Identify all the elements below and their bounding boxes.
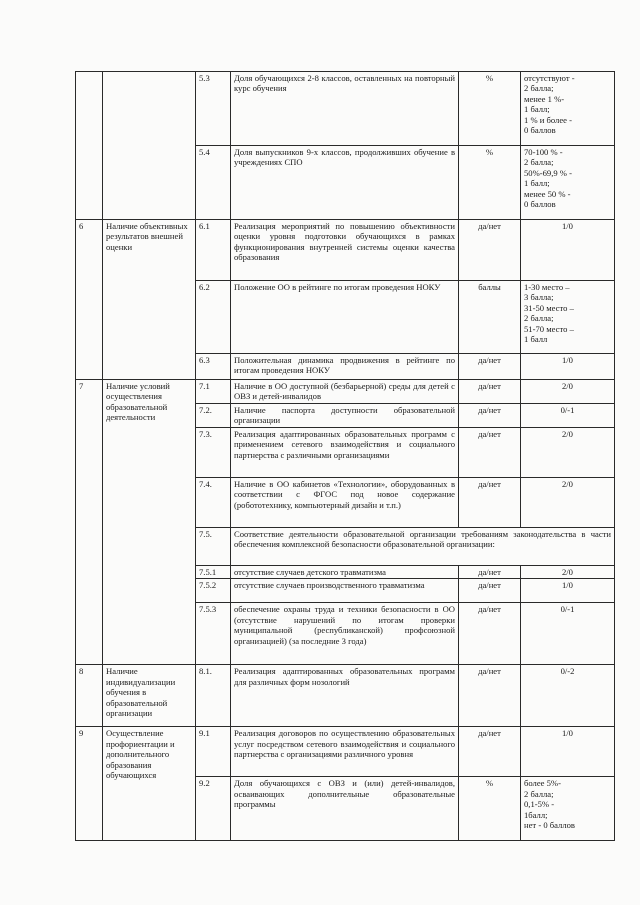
score-cell: [521, 281, 615, 354]
score-cell: [521, 72, 615, 146]
score-cell: 2/0: [521, 566, 615, 579]
score-line: 2 балла;: [524, 83, 554, 94]
subcriterion-code: 6.3: [196, 354, 231, 380]
criterion-number-cell: [76, 72, 103, 220]
unit-cell: да/нет: [459, 579, 521, 603]
score-cell: 1/0: [521, 220, 615, 281]
score-line: 3 балла;: [524, 292, 554, 303]
subcriterion-code: 9.1: [196, 727, 231, 777]
score-cell: 0/-2: [521, 665, 615, 727]
unit-cell: да/нет: [459, 727, 521, 777]
score-line: 1 балл;: [524, 104, 550, 115]
unit-cell: да/нет: [459, 603, 521, 665]
table-row: [76, 665, 615, 727]
indicator-text: Наличие в ОО доступной (безбарьерной) среды для детей с ОВЗ и детей-инвалидов: [231, 380, 459, 404]
unit-cell: да/нет: [459, 665, 521, 727]
subcriterion-code: 7.3.: [196, 428, 231, 478]
indicator-text: Реализация мероприятий по повышению объективности оценки уровня подготовки обучающихся в рамках функционирования внутренней системы оценки качества образования: [231, 220, 459, 281]
indicator-text: отсутствие случаев производственного травматизма: [231, 579, 459, 603]
criteria-table: [75, 71, 615, 841]
indicator-text: Наличие паспорта доступности образовательной организации: [231, 404, 459, 428]
unit-cell: да/нет: [459, 354, 521, 380]
unit-cell: %: [459, 777, 521, 841]
score-line: 70-100 % -: [524, 147, 563, 157]
indicator-text: Доля обучающихся 2-8 классов, оставленных на повторный курс обучения: [231, 72, 459, 146]
criterion-name: Осуществление профориентации и дополнительного образования обучающихся: [103, 727, 196, 841]
criterion-name: Наличие условий осуществления образовательной деятельности: [103, 380, 196, 665]
subcriterion-code: 6.1: [196, 220, 231, 281]
score-cell: [521, 146, 615, 220]
indicator-text: Положение ОО в рейтинге по итогам проведения НОКУ: [231, 281, 459, 354]
score-line: менее 50 % -: [524, 188, 571, 199]
criterion-name: Наличие индивидуализации обучения в образовательной организации: [103, 665, 196, 727]
criterion-number: 6: [76, 220, 103, 380]
subcriterion-code: 5.3: [196, 72, 231, 146]
score-cell: [521, 777, 615, 841]
unit-cell: %: [459, 146, 521, 220]
indicator-text: Реализация адаптированных образовательных программ с применением сетевого взаимодействия и социального партнерства с различными организациями: [231, 428, 459, 478]
subcriterion-code: 7.5.: [196, 528, 231, 566]
table-row: [76, 380, 615, 404]
score-cell: 0/-1: [521, 404, 615, 428]
indicator-text: обеспечение охраны труда и техники безопасности в ОО (отсутствие нарушений по итогам проверки муниципальной (республиканской) профсоюзной организацией) (за последние 3 года): [231, 603, 459, 665]
score-line: 0 баллов: [524, 125, 556, 136]
subcriterion-code: 7.5.2: [196, 579, 231, 603]
indicator-text: Положительная динамика продвижения в рейтинге по итогам проведения НОКУ: [231, 354, 459, 380]
indicator-text: Наличие в ОО кабинетов «Технологии», оборудованных в соответствии с ФГОС под новое содержание (робототехнику, компьютерный дизайн и т.п.): [231, 478, 459, 528]
score-line: 31-50 место –: [524, 302, 574, 313]
score-line: 1-30 место –: [524, 282, 570, 292]
score-line: 1 балл;: [524, 178, 550, 189]
score-line: 1 балл: [524, 334, 548, 345]
score-cell: 2/0: [521, 428, 615, 478]
score-cell: 1/0: [521, 727, 615, 777]
criterion-number: 9: [76, 727, 103, 841]
indicator-text: Доля обучающихся с ОВЗ и (или) детей-инвалидов, осваивающих дополнительные образовательные программы: [231, 777, 459, 841]
score-line: 0,1-5% -: [524, 799, 555, 810]
table-row: [76, 72, 615, 146]
indicator-text: отсутствие случаев детского травматизма: [231, 566, 459, 579]
subcriterion-code: 7.5.1: [196, 566, 231, 579]
unit-cell: да/нет: [459, 380, 521, 404]
indicator-text: Доля выпускников 9-х классов, продолживших обучение в учреждениях СПО: [231, 146, 459, 220]
score-line: 2 балла;: [524, 157, 554, 168]
score-line: 0 баллов: [524, 199, 556, 210]
unit-cell: да/нет: [459, 404, 521, 428]
score-line: 1балл;: [524, 809, 548, 820]
score-line: 51-70 место –: [524, 323, 574, 334]
score-cell: 2/0: [521, 478, 615, 528]
score-line: 2 балла;: [524, 788, 554, 799]
score-line: отсутствуют -: [524, 73, 575, 83]
indicator-text: Реализация договоров по осуществлению образовательных услуг посредством сетевого взаимодействия и социального партнерства с организациями различного уровня: [231, 727, 459, 777]
score-line: 50%-69,9 % -: [524, 167, 572, 178]
subcriterion-code: 7.2.: [196, 404, 231, 428]
criterion-name: Наличие объективных результатов внешней оценки: [103, 220, 196, 380]
score-cell: 1/0: [521, 354, 615, 380]
score-line: более 5%-: [524, 778, 561, 789]
table-row: [76, 727, 615, 777]
criterion-number: 8: [76, 665, 103, 727]
score-cell: 0/-1: [521, 603, 615, 665]
subcriterion-code: 6.2: [196, 281, 231, 354]
score-line: нет - 0 баллов: [524, 820, 575, 831]
score-cell: 1/0: [521, 579, 615, 603]
subcriterion-code: 7.4.: [196, 478, 231, 528]
score-line: 1 % и более -: [524, 114, 572, 125]
unit-cell: да/нет: [459, 220, 521, 281]
subcriterion-code: 9.2: [196, 777, 231, 841]
unit-cell: да/нет: [459, 478, 521, 528]
subcriterion-code: 7.1: [196, 380, 231, 404]
subcriterion-code: 7.5.3: [196, 603, 231, 665]
indicator-text: Соответствие деятельности образовательной организации требованиям законодательства в части обеспечения комплексной безопасности образовательной организации:: [231, 528, 615, 566]
indicator-text: Реализация адаптированных образовательных программ для различных форм нозологий: [231, 665, 459, 727]
unit-cell: да/нет: [459, 566, 521, 579]
unit-cell: баллы: [459, 281, 521, 354]
criterion-name-cell: [103, 72, 196, 220]
table-row: [76, 220, 615, 281]
unit-cell: %: [459, 72, 521, 146]
criterion-number: 7: [76, 380, 103, 665]
subcriterion-code: 8.1.: [196, 665, 231, 727]
score-line: менее 1 %-: [524, 93, 565, 104]
score-line: 2 балла;: [524, 313, 554, 324]
score-cell: 2/0: [521, 380, 615, 404]
unit-cell: да/нет: [459, 428, 521, 478]
subcriterion-code: 5.4: [196, 146, 231, 220]
